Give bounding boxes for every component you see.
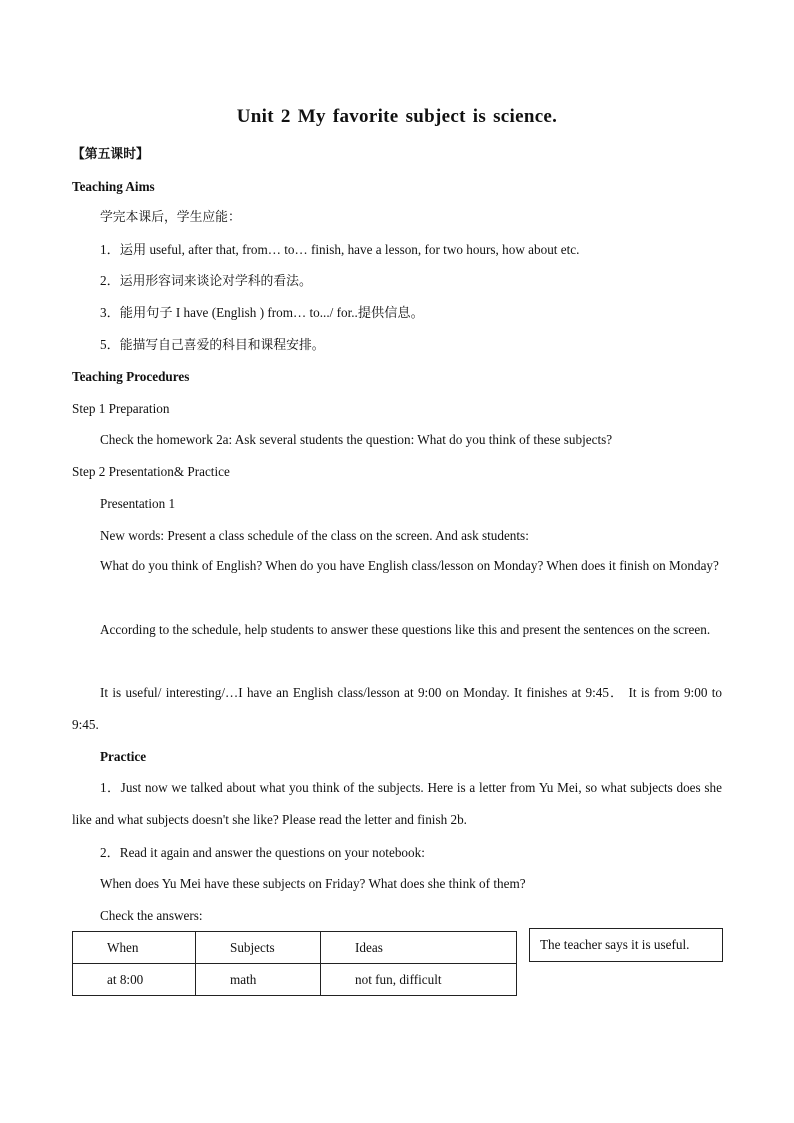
aim-item-1 (100, 241, 579, 259)
lesson-tag: 【第五课时】 (72, 147, 149, 162)
step1-heading: Step 1 Preparation (72, 401, 170, 416)
example-text: It is useful/ interesting/…I have an English class/lesson at 9:00 on Monday. It finishes at 9:45． It is from 9:00 to 9:45. (72, 685, 722, 732)
table-header-subjects: Subjects (196, 932, 321, 964)
aim-item-text: 能用句子 I have (English ) from… to.../ for..提供信息。 (119, 305, 424, 320)
check-answers-label: Check the answers: (100, 908, 203, 923)
table-cell-ideas: not fun, difficult (321, 964, 517, 996)
practice2-text: 2．Read it again and answer the questions on your notebook: (100, 845, 425, 860)
practice1-paragraph (72, 772, 722, 835)
aim-item-text: 运用形容词来谈论对学科的看法。 (119, 274, 312, 289)
schedule-table (72, 931, 517, 996)
table-header-when: When (73, 932, 196, 964)
presentation-label: Presentation 1 (100, 496, 176, 511)
table-cell-subject: math (196, 964, 321, 996)
aims-intro: 学完本课后，学生应能： (100, 210, 241, 225)
questions-paragraph (72, 550, 722, 582)
document-title: Unit 2 My favorite subject is science. (236, 106, 558, 127)
aim-item-number: 2． (100, 273, 120, 288)
aim-item-number: 5． (100, 337, 120, 352)
aim-item-text: 运用 useful, after that, from… to… finish, have a lesson, for two hours, how about etc. (119, 242, 580, 257)
aim-item-number: 1． (100, 242, 120, 257)
procedures-heading: Teaching Procedures (72, 369, 190, 384)
according-paragraph (72, 614, 722, 646)
aim-item-4 (100, 336, 325, 355)
aim-item-number: 3． (100, 305, 120, 320)
practice1-text: 1．Just now we talked about what you think of the subjects. Here is a letter from Yu Mei, so what subjects does she like and what subjects doesn't she like? Please read the letter and finish 2b. (72, 780, 722, 827)
table-header-ideas: Ideas (321, 932, 517, 964)
table-row (73, 964, 517, 996)
according-text: According to the schedule, help students to answer these questions like this and present the sentences on the screen. (100, 622, 711, 637)
step1-text: Check the homework 2a: Ask several students the question: What do you think of these subjects? (100, 432, 613, 447)
aim-item-text: 能描写自己喜爱的科目和课程安排。 (119, 338, 325, 353)
step2-heading: Step 2 Presentation& Practice (72, 464, 230, 479)
new-words-text: New words: Present a class schedule of the class on the screen. And ask students: (100, 528, 529, 543)
note-box: The teacher says it is useful. (529, 928, 723, 962)
practice-heading: Practice (100, 749, 147, 764)
friday-question: When does Yu Mei have these subjects on Friday? What does she think of them? (100, 876, 526, 891)
table-header-row (73, 932, 517, 964)
questions-text: What do you think of English? When do you have English class/lesson on Monday? When does it finish on Monday? (100, 558, 719, 573)
aims-heading: Teaching Aims (72, 179, 155, 194)
table-cell-when: at 8:00 (73, 964, 196, 996)
example-paragraph (72, 677, 722, 740)
aim-item-2 (100, 272, 312, 291)
aim-item-3 (100, 304, 424, 322)
